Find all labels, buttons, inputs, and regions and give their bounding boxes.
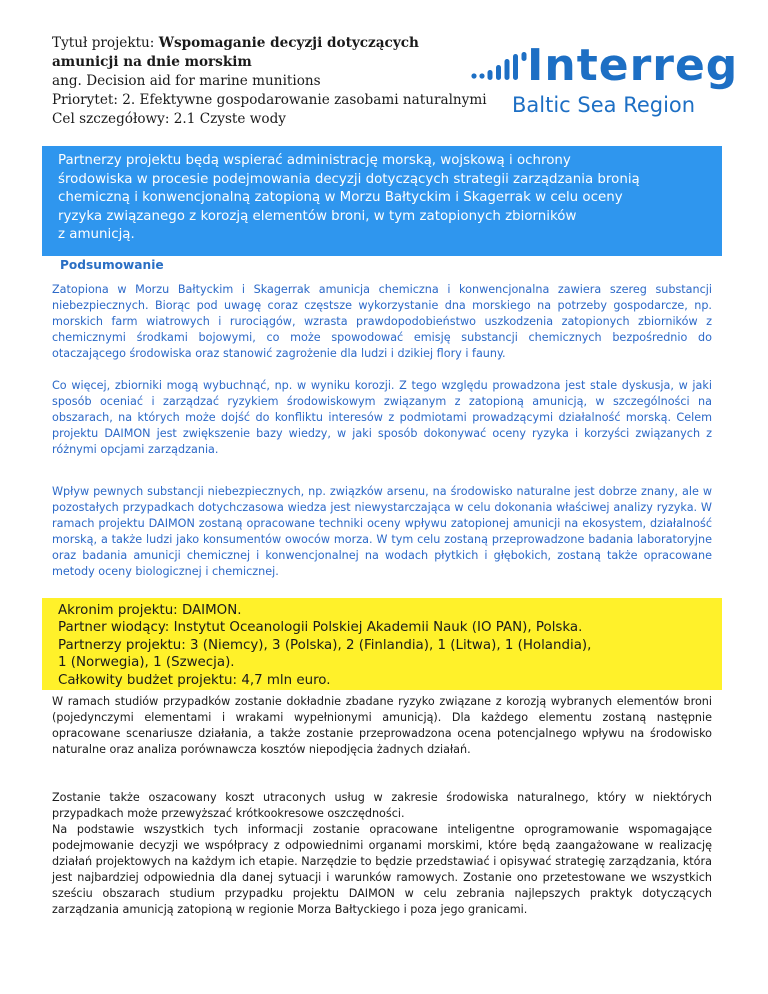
body-paragraph-2: Zostanie także oszacowany koszt utraconych usług w zakresie środowiska naturalnego, który w niektórych przypadkach może przewyższać krótkookresowe oszczędności. xyxy=(52,791,712,820)
summary-paragraph-1: Zatopiona w Morzu Bałtyckim i Skagerrak amunicja chemiczna i konwencjonalna zawiera szereg substancji niebezpiecznych. Biorąc pod uwagę coraz częstsze wykorzystanie dna morskiego na potrzeby gospodarcze, np. morskich farm wiatrowych i rurociągów, wzrasta prawdopodobieństwo uszkodzenia zatopionych zbiorników z chemicznymi środkami bojowymi, co może spowodować emisję substancji chemicznych bezpośrednio do otaczającego środowiska oraz stanowić zagrożenie dla ludzi i dzikiej flory i fauny. xyxy=(52,283,712,360)
interreg-logo xyxy=(470,40,739,124)
project-title-line-2 xyxy=(52,53,512,72)
interreg-subtitle: Baltic Sea Region xyxy=(512,93,696,117)
body-paragraph-3: Na podstawie wszystkich tych informacji zostanie opracowane inteligentne oprogramowanie wspomagające podejmowanie decyzji we współpracy z odpowiednimi organami morskimi, które będą zaangażowane w realizację działań projektowych na każdym ich etapie. Narzędzie to będzie przedstawiać i opisywać strategię zarządzania, która jest najbardziej odpowiednia dla danej sytuacji i warunków ramowych. Zostanie ono przetestowane we wszystkich sześciu obszarach studium przypadku projektu DAIMON w celu zebrania najlepszych praktyk dotyczących zarządzania amunicją zatopioną w regionie Morza Bałtyckiego i poza jego granicami. xyxy=(52,823,712,916)
project-priority: Priorytet: 2. Efektywne gospodarowanie zasobami naturalnymi xyxy=(52,92,487,108)
project-title-bold-2: amunicji na dnie morskim xyxy=(52,54,252,70)
intro-line: Partnerzy projektu będą wspierać administrację morską, wojskową i ochrony xyxy=(58,153,571,168)
intro-line: chemiczną i konwencjonalną zatopioną w Morzu Bałtyckim i Skagerrak w celu oceny xyxy=(58,190,623,206)
interreg-signal-icon xyxy=(470,52,530,88)
interreg-wordmark: Interreg xyxy=(527,40,739,91)
project-title-prefix: Tytuł projektu: xyxy=(52,35,159,51)
intro-box xyxy=(42,146,722,256)
facts-budget: Całkowity budżet projektu: 4,7 mln euro. xyxy=(58,672,331,688)
intro-line: środowiska w procesie podejmowania decyzji dotyczących strategii zarządzania bronią xyxy=(58,171,640,187)
project-english-title: ang. Decision aid for marine munitions xyxy=(52,73,321,89)
body-paragraph-1: W ramach studiów przypadków zostanie dokładnie zbadane ryzyko związane z korozją wybranych elementów broni (pojedynczymi elementami i wrakami wypełnionymi amunicją). Dla każdego elementu zostaną następnie opracowane scenariusze działania, a także zostanie przeprowadzona ocena potencjalnego wpływu na środowisko naturalne oraz analiza porównawcza kosztów niepodjęcia żadnych działań. xyxy=(52,695,712,756)
facts-partners: Partnerzy projektu: 3 (Niemcy), 3 (Polska), 2 (Finlandia), 1 (Litwa), 1 (Holandia), xyxy=(58,637,592,653)
facts-lead-partner: Partner wiodący: Instytut Oceanologii Polskiej Akademii Nauk (IO PAN), Polska. xyxy=(58,620,583,636)
summary-heading: Podsumowanie xyxy=(60,258,164,272)
intro-line: z amunicją. xyxy=(58,227,135,243)
summary-paragraph-3: Wpływ pewnych substancji niebezpiecznych, np. związków arsenu, na środowisko naturalne jest dobrze znany, ale w pozostałych przypadkach dotychczasowa wiedza jest niewystarczająca w celu dokonania właściwej analizy ryzyka. W ramach projektu DAIMON zostaną opracowane techniki oceny wpływu zatopionej amunicji na ekosystem, działalność morską, a także ludzi jako konsumentów owoców morza. W tym celu zostaną przeprowadzone badania laboratoryjne oraz badania amunicji chemicznej i konwencjonalnej na wodach płytkich i głębokich, zostaną także opracowane metody oceny biologicznej i chemicznej. xyxy=(52,485,712,578)
facts-acronym: Akronim projektu: DAIMON. xyxy=(58,603,242,618)
project-title-line-1 xyxy=(52,34,512,53)
facts-partners-cont: 1 (Norwegia), 1 (Szwecja). xyxy=(58,655,235,671)
project-title-bold-1: Wspomaganie decyzji dotyczących xyxy=(158,35,419,51)
summary-paragraph-2: Co więcej, zbiorniki mogą wybuchnąć, np. w wyniku korozji. Z tego względu prowadzona jest stale dyskusja, w jaki sposób oceniać i zarządzać ryzykiem środowiskowym związanym z zatopioną amunicją, w szczególności na obszarach, na których może dojść do konfliktu interesów z podmiotami prowadzącymi działalność morską. Celem projektu DAIMON jest zwiększenie bazy wiedzy, w jaki sposób dokonywać oceny ryzyka i korzyści związanych z różnymi opcjami zarządzania. xyxy=(52,379,712,456)
project-facts-box xyxy=(42,598,722,690)
project-header xyxy=(52,34,512,129)
project-objective: Cel szczegółowy: 2.1 Czyste wody xyxy=(52,111,286,127)
intro-line: ryzyka związanego z korozją elementów broni, w tym zatopionych zbiorników xyxy=(58,208,577,224)
